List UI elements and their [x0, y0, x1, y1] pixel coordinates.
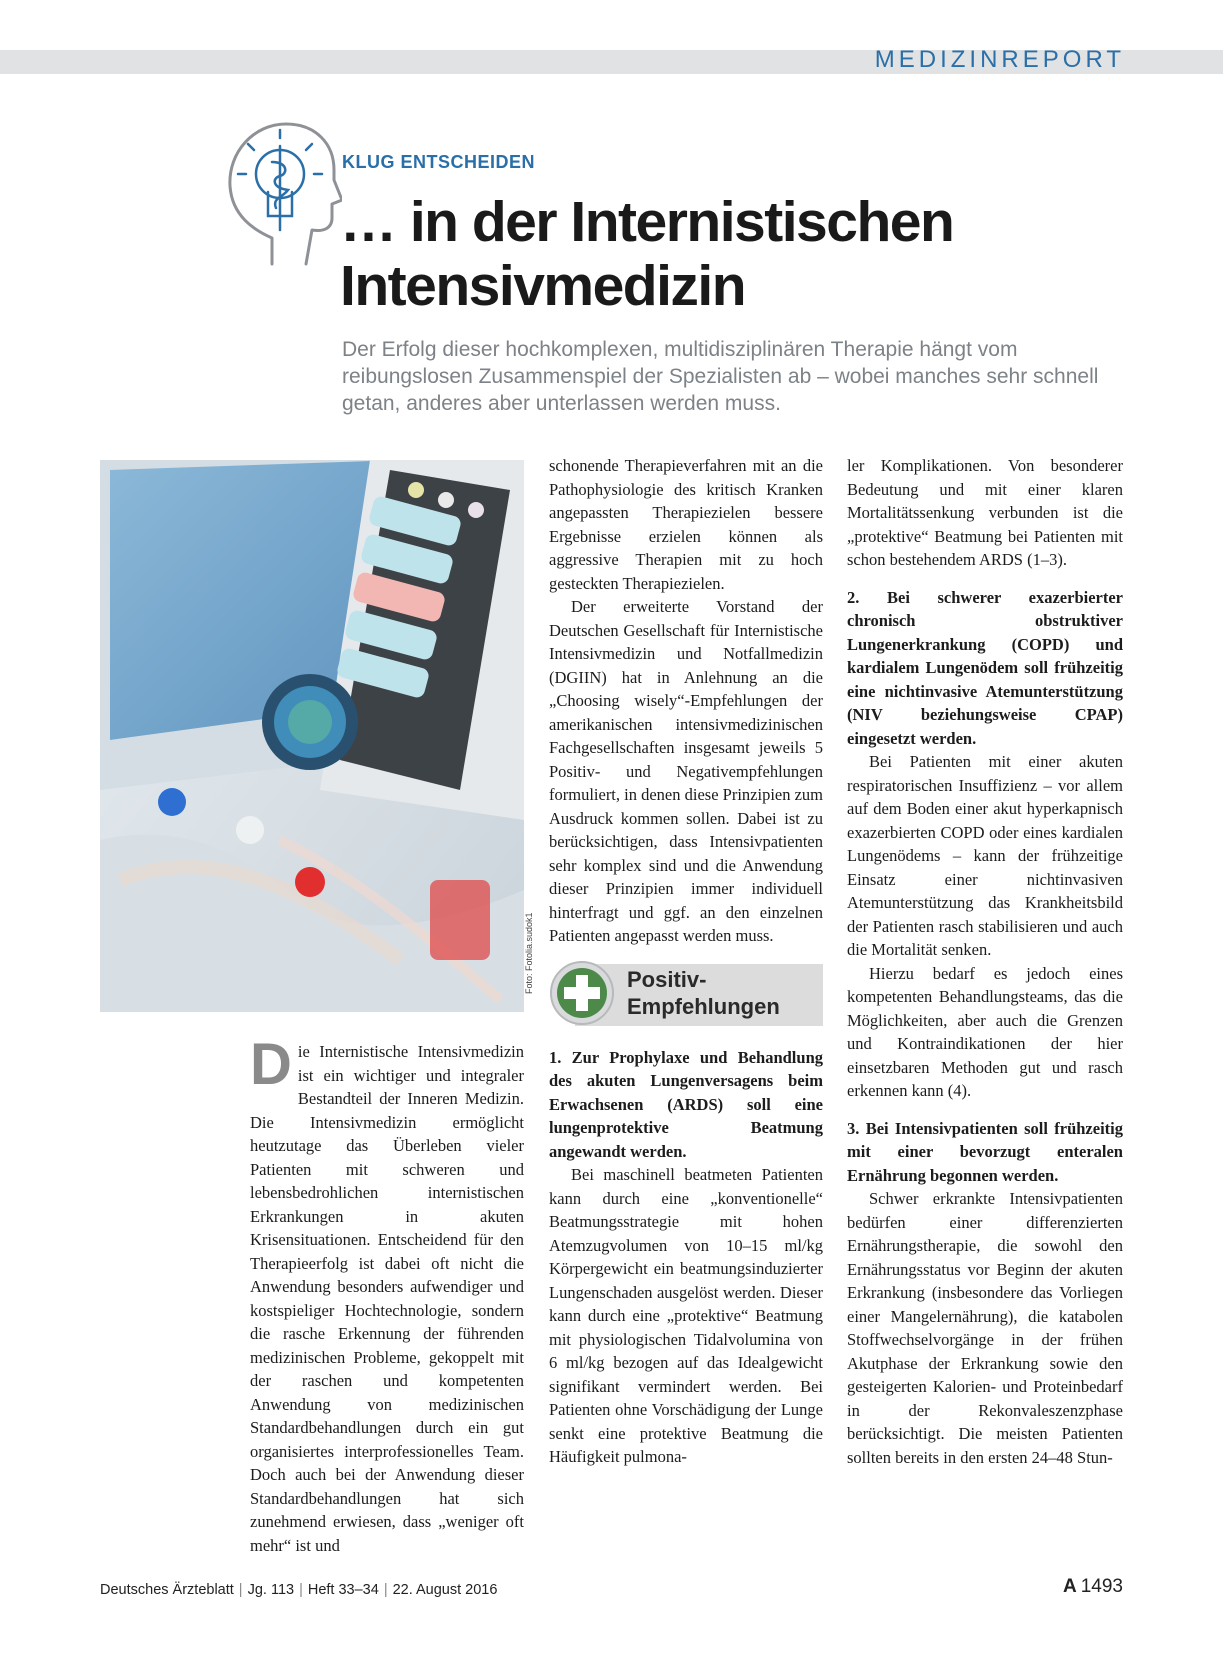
recommendation-heading-3: 3. Bei Intensivpatienten soll frühzeitig mit einer bevorzugt enteralen Ernährung begonnen werden.	[847, 1118, 1123, 1185]
intro-paragraph	[250, 1032, 524, 1557]
thinking-head-logo-icon	[224, 118, 342, 268]
paragraph: Schwer erkrankte Intensivpatienten bedürfen einer differenzierten Ernährungstherapie, die sowohl den Ernährungsstatus vor Beginn der akuten Erkrankung (insbesondere das Vorliegen einer Mangelernährung), die katabolen Stoffwechselvorgänge in der frühen Akutphase der Erkrankung sowie den gesteigerten Kalorien- und Proteinbedarf in der Rekonvaleszenzphase berücksichtigt. Die meisten Patienten sollten bereits in den ersten 24–48 Stun-	[847, 1189, 1123, 1467]
paragraph: Bei Patienten mit einer akuten respiratorischen Insuffizienz – vor allem auf dem Boden einer akut hyperkapnisch exazerbierten COPD oder eines kardialen Lungenödems – kann der frühzeitige Einsatz einer nichtinvasiven Atemunterstützung das Krankheitsbild der Patienten rasch stabilisieren und auch die Mortalität senken.	[847, 752, 1123, 959]
article-kicker: KLUG ENTSCHEIDEN	[342, 152, 536, 172]
footer-date: 22. August 2016	[392, 1582, 498, 1598]
page-number-value: 1493	[1080, 1576, 1123, 1597]
ventilator-photo	[100, 460, 524, 1012]
drop-cap: D	[250, 1032, 292, 1097]
positiv-box-title-line1: Positiv-	[627, 966, 707, 992]
footer-volume: Jg. 113	[247, 1582, 295, 1598]
paragraph: schonende Therapieverfahren mit an die Pathophysiologie des kritisch Kranken angepassten Therapiezielen bessere Ergebnisse erzielen können als aggressive Therapien mit zu hoch gesteckten Therapiezielen.	[549, 456, 823, 593]
column-1	[250, 1032, 524, 1557]
positiv-box-title-line2: Empfehlungen	[627, 993, 780, 1019]
positiv-box-title	[627, 966, 817, 1020]
positiv-empfehlungen-box	[549, 960, 823, 1026]
page-number	[1063, 1576, 1123, 1598]
section-label: MEDIZINREPORT	[874, 46, 1125, 73]
recommendation-heading-1: 1. Zur Prophylaxe und Behandlung des akuten Lungenversagens beim Erwachsenen (ARDS) soll eine lungenprotektive Beatmung angewandt werden.	[549, 1047, 823, 1161]
article-lead: Der Erfolg dieser hochkomplexen, multidisziplinären Therapie hängt vom reibungslosen Zusammenspiel der Spezialisten ab – wobei manches sehr schnell getan, anderes aber unterlassen werden muss.	[342, 338, 1099, 415]
column-3	[847, 454, 1123, 1469]
paragraph: Bei maschinell beatmeten Patienten kann durch eine „konventionelle“ Beatmungsstrategie mit hohen Atemzugvolumen von 10–15 ml/kg Körpergewicht ein beatmungsinduzierter Lungenschaden ausgelöst werden. Dieser kann durch eine „protektive“ Beatmung mit physiologischen Tidalvolumina von 6 ml/kg bezogen auf das Idealgewicht signifikant vermindert werden. Bei Patienten ohne Vorschädigung der Lunge senkt eine protektive Beatmung die Häufigkeit pulmona-	[549, 1165, 823, 1466]
footer-issue: Heft 33–34	[307, 1582, 379, 1598]
green-plus-icon	[549, 960, 615, 1026]
footer-citation: Deutsches Ärzteblatt | Jg. 113 | Heft 33–34 | 22. August 2016	[100, 1582, 498, 1598]
article-title-line2: Intensivmedizin	[340, 254, 746, 318]
footer-journal: Deutsches Ärzteblatt	[100, 1582, 234, 1598]
recommendation-heading-2: 2. Bei schwerer exazerbierter chronisch obstruktiver Lungenerkrankung (COPD) und kardialem Lungenödem soll frühzeitig eine nichtinvasive Atemunterstützung (NIV beziehungsweise CPAP) eingesetzt werden.	[847, 587, 1123, 748]
page-prefix: A	[1062, 1576, 1077, 1597]
photo-credit: Foto: Fotolia.sudok1	[524, 912, 534, 994]
intro-paragraph-text: ie Internistische Intensivmedizin ist ein wichtiger und integraler Bestandteil der Inneren Medizin. Die Intensivmedizin ermöglicht heutzutage das Überleben vieler Patienten mit schweren und lebensbedrohlichen internistischen Erkrankungen in akuten Krisensituationen. Entscheidend für den Therapieerfolg ist dabei oft nicht die Anwendung besonders aufwendiger und kostspieliger Hochtechnologie, sondern die rasche Erkennung der führenden medizinischen Probleme, gekoppelt mit der raschen und kompetenten Anwendung von medizinischen Standardbehandlungen durch ein gut organisiertes interprofessionelles Team. Doch auch bei der Anwendung dieser Standardbehandlungen hat sich zunehmend erwiesen, dass „weniger oft mehr“ ist und	[250, 1042, 524, 1555]
paragraph: ler Komplikationen. Von besonderer Bedeutung und mit einer klaren Mortalitätssenkung verbunden ist die „protektive“ Beatmung bei Patienten mit schon bestehendem ARDS (1–3).	[847, 456, 1123, 569]
paragraph: Der erweiterte Vorstand der Deutschen Gesellschaft für Internistische Intensivmedizin und Notfallmedizin (DGIIN) hat in Anlehnung an die „Choosing wisely“-Empfehlungen der amerikanischen intensivmedizinischen Fachgesellschaften insgesamt jeweils 5 Positiv- und Negativempfehlungen formuliert, in denen diese Prinzipien zum Ausdruck kommen sollen. Dabei ist zu berücksichtigen, dass Intensivpatienten sehr komplex sind und die Anwendung dieser Prinzipien immer individuell hinterfragt und ggf. an den einzelnen Patienten angepasst werden muss.	[549, 597, 824, 945]
paragraph: Hierzu bedarf es jedoch eines kompetenten Behandlungsteams, das die Möglichkeiten, aber auch die Grenzen und Kontraindikationen der hier einsetzbaren Methoden gut und rasch erkennen kann (4).	[847, 963, 1123, 1100]
article-title-line1: … in der Internistischen	[340, 190, 954, 254]
column-2	[549, 454, 823, 1469]
article-title	[340, 190, 1040, 318]
